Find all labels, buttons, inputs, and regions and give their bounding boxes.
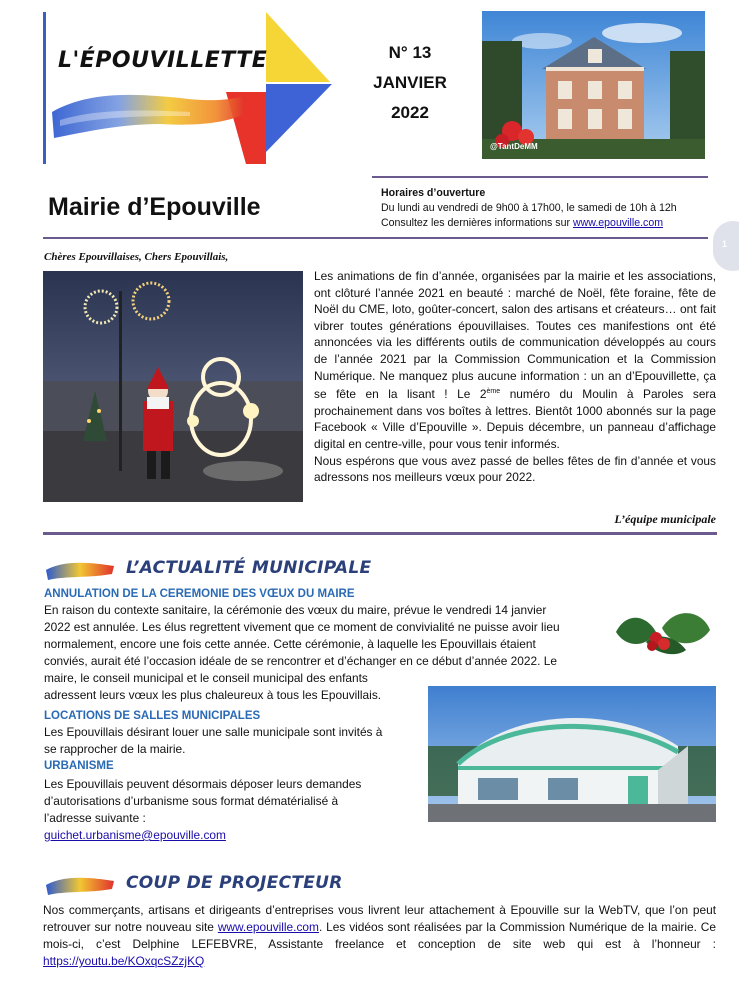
intro-divider [43, 532, 717, 535]
urbanisme-line-3: l’adresse suivante : [44, 811, 146, 825]
salles-text [44, 724, 424, 758]
signature: L’équipe municipale [614, 512, 716, 526]
mairie-divider [43, 237, 708, 239]
urbanisme-title: URBANISME [44, 760, 114, 772]
page-number-tab [713, 221, 739, 271]
intro-p1-a: Les animations de fin d’année, organisées par la mairie et les associations, ont clôturé l’année 2021 en beauté : marché de Noël, fête foraine, fête de Noël du CME, loto, goûter-concert, salon des artisans et créateurs… ont fait vibrer toutes générations épouvillaises. Toutes ces manifestions ont été annoncées via les différents outils de communication développés au cours de l’année 2021 par la Commission Communication et la Commission Numérique. Ne manquez plus aucune information : un an d’Epouvillette, ça se fête en la lisant ! Le 2 [314, 269, 716, 402]
hours-line: Du lundi au vendredi de 9h00 à 17h00, le samedi de 10h à 12h [381, 202, 677, 214]
intro-paragraph-2: Nous espérons que vous avez passé de belles fêtes de fin d’année et vous adressons nos meilleurs vœux pour 2022. [314, 453, 716, 485]
youtube-link[interactable]: https://youtu.be/KOxqcSZzjKQ [43, 954, 205, 968]
logo-title: L'ÉPOUVILLETTE [58, 48, 268, 73]
newsletter-logo [40, 12, 332, 164]
brush-stroke-icon [44, 873, 116, 895]
town-hall-photo [482, 11, 705, 159]
ceremonie-title: ANNULATION DE LA CEREMONIE DES VŒUX DU MAIRE [44, 588, 355, 600]
ceremonie-line-4: conviés, aurait été l’occasion idéale de se rencontrer et d’échanger en ce début d’année 2022. Le [44, 654, 557, 668]
ceremonie-line-2: 2022 est annulée. Les élus regrettent vivement que ce moment de convivialité ne puisse avoir lieu [44, 620, 560, 634]
intro-paragraph-1 [314, 268, 716, 453]
municipal-hall-photo [428, 686, 716, 822]
hours-title: Horaires d’ouverture [381, 187, 486, 199]
ceremonie-line-1: En raison du contexte sanitaire, la cérémonie des vœux du maire, prévue le vendredi 14 janvier [44, 603, 547, 617]
projecteur-text-2: . Les vidéos sont réalisées par la Commission Numérique de la mairie. Ce mois-ci, c’est Delphine LEFEBVRE, Assistante freelance et conception de site web qui est à l’honneur : [43, 920, 716, 951]
opening-hours [381, 186, 721, 231]
section-header-projecteur [44, 871, 404, 897]
ceremonie-line-5: maire, le conseil municipal et le conseil municipal des enfants [44, 671, 368, 685]
urbanisme-email-link[interactable]: guichet.urbanisme@epouville.com [44, 828, 226, 842]
christmas-decoration-photo [43, 271, 303, 502]
issue-year: 2022 [391, 103, 429, 122]
urbanisme-line-1: Les Epouvillais peuvent désormais déposer leurs demandes [44, 777, 362, 791]
holly-image [606, 602, 714, 666]
intro-p1-sup: ème [486, 388, 501, 396]
urbanisme-line-2: d’autorisations d’urbanisme sous format dématérialisé à [44, 794, 339, 808]
website-link[interactable]: www.epouville.com [572, 217, 664, 229]
photo-credit: @TantDeMM [490, 142, 538, 151]
issue-number: N° 13 [388, 43, 432, 62]
info-prefix: Consultez les dernières informations sur [381, 217, 573, 229]
issue-info [355, 38, 465, 128]
section-header-actualite [44, 556, 404, 582]
ceremonie-line-3: normalement, encore une fois cette année. Cette cérémonie, à laquelle les Epouvillais étaient [44, 637, 536, 651]
projecteur-text [43, 902, 716, 970]
greeting: Chères Epouvillaises, Chers Epouvillais, [44, 251, 229, 263]
intro-text [314, 268, 716, 486]
urbanisme-text [44, 776, 424, 844]
section-title-projecteur: COUP DE PROJECTEUR [126, 873, 343, 893]
brush-stroke-icon [44, 558, 116, 580]
header-divider [372, 176, 708, 178]
section-title-actualite: L’ACTUALITÉ MUNICIPALE [126, 558, 372, 578]
mairie-title: Mairie d’Epouville [48, 193, 261, 221]
site-link[interactable]: www.epouville.com [217, 920, 319, 934]
projecteur-text-1: Nos commerçants, artisans et dirigeants d’entreprises vous livrent leur attachement à Epouville sur la WebTV, que l’on peut retrouver sur notre nouveau site [43, 903, 716, 934]
salles-line-1: Les Epouvillais désirant louer une salle municipale sont invités à [44, 725, 383, 739]
salles-line-2: se rapprocher de la mairie. [44, 742, 186, 756]
info-line [381, 216, 721, 231]
issue-month: JANVIER [373, 73, 447, 92]
salles-title: LOCATIONS DE SALLES MUNICIPALES [44, 710, 261, 722]
ceremonie-line-6: adressent leurs vœux les plus chaleureux à tous les Epouvillais. [44, 688, 382, 702]
intro-p1-b: numéro du Moulin à Paroles sera prochainement dans vos boîtes à lettres. Bientôt 1000 abonnés sur la page Facebook « Ville d’Epouville ». Depuis décembre, un panneau d’affichage digital en centre-ville, pour vous tenir informés. [314, 387, 717, 451]
page-number: 1 [722, 239, 728, 249]
logo-graphic [40, 12, 332, 164]
